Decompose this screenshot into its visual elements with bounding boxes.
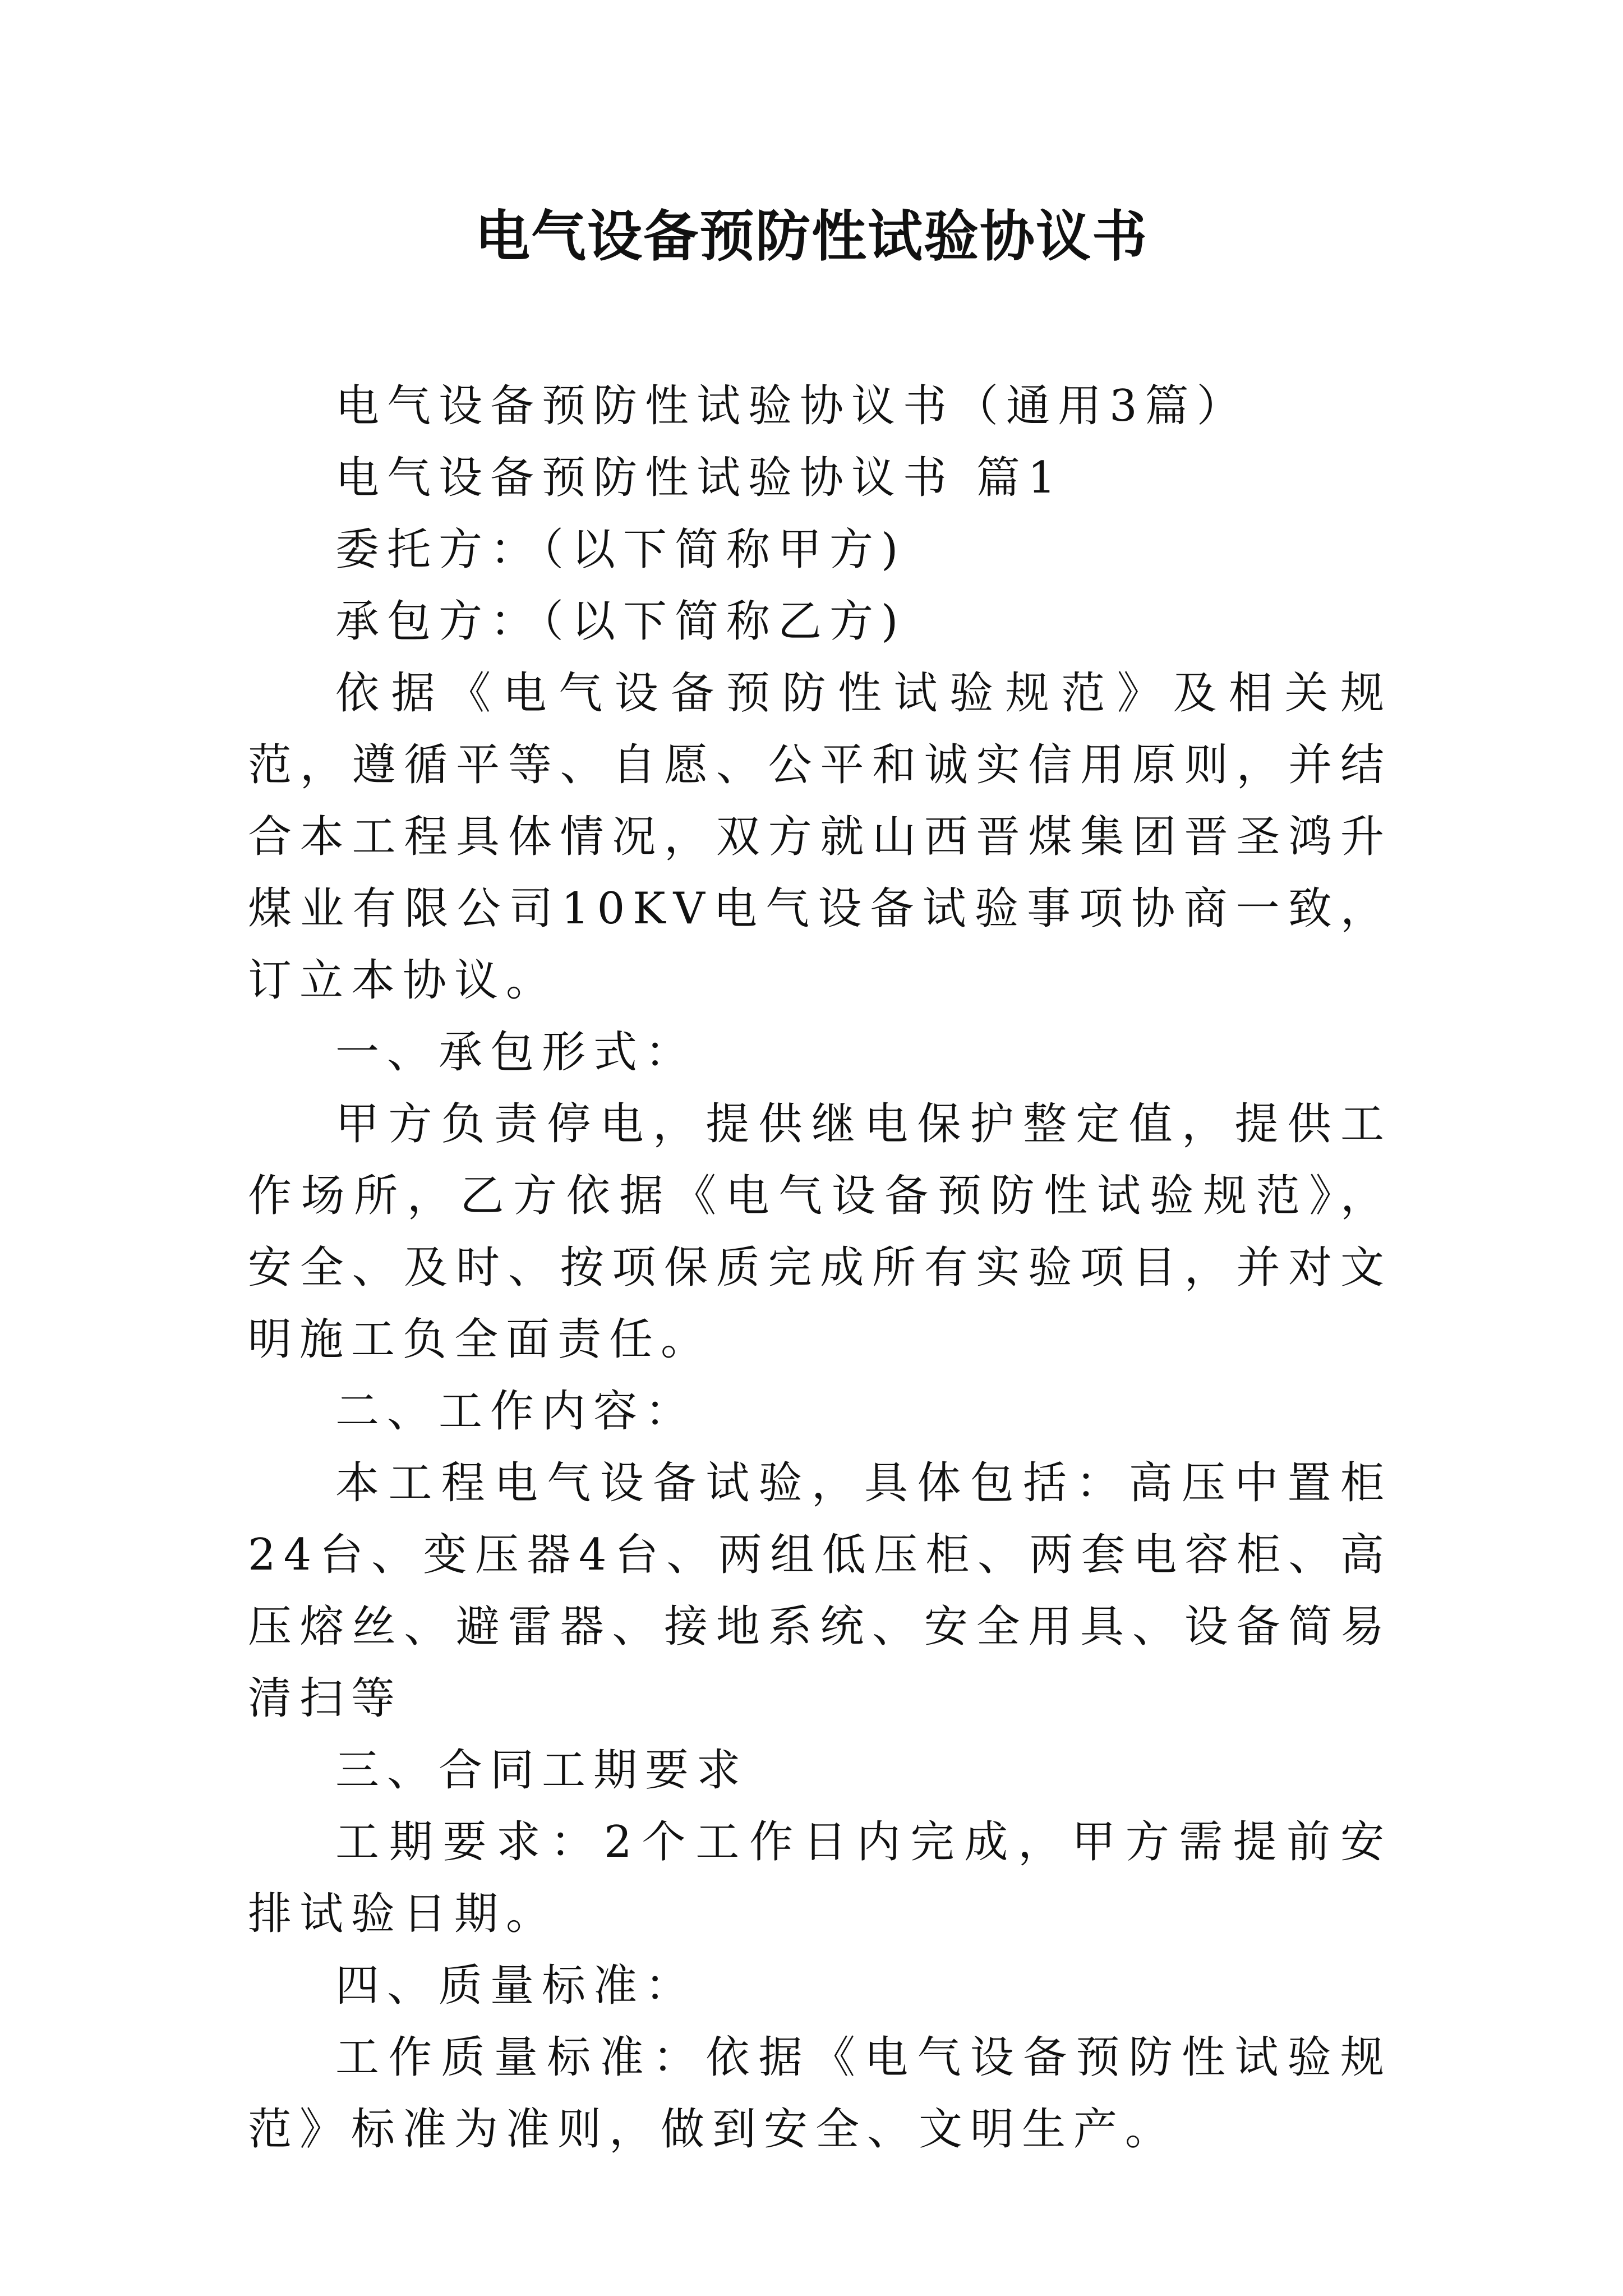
heading-contract-form: 一、承包形式：	[335, 1027, 697, 1078]
document-body	[248, 370, 1392, 2165]
document-title: 电气设备预防性试验协议书	[474, 204, 1148, 269]
contract-form-paragraph: 甲方负责停电，提供继电保护整定值，提供工作场所，乙方依据《电气设备预防性试验规范》，安全、及时、按项保质完成所有实验项目，并对文明施工负全面责任。	[248, 1099, 1392, 1365]
subtitle-paragraph: 电气设备预防性试验协议书（通用3篇）	[335, 381, 1248, 431]
preamble-paragraph: 依据《电气设备预防性试验规范》及相关规范，遵循平等、自愿、公平和诚实信用原则，并结合本工程具体情况，双方就山西晋煤集团晋圣鸿升煤业有限公司10KV电气设备试验事项协商一致，订立本协议。	[248, 668, 1392, 1006]
contractor-line: 承包方：（以下简称乙方)	[335, 596, 906, 647]
heading-quality: 四、质量标准：	[335, 1961, 697, 2011]
heading-schedule: 三、合同工期要求	[335, 1745, 749, 1796]
work-content-paragraph: 本工程电气设备试验，具体包括：高压中置柜24台、变压器4台、两组低压柜、两套电容柜、高压熔丝、避雷器、接地系统、安全用具、设备简易清扫等	[248, 1458, 1392, 1724]
heading-work-content: 二、工作内容：	[335, 1386, 697, 1437]
schedule-paragraph: 工期要求：2个工作日内完成，甲方需提前安排试验日期。	[248, 1817, 1392, 1939]
section-heading-part1: 电气设备预防性试验协议书 篇1	[335, 453, 1064, 503]
quality-paragraph: 工作质量标准：依据《电气设备预防性试验规范》标准为准则，做到安全、文明生产。	[248, 2032, 1392, 2155]
client-line: 委托方：（以下简称甲方)	[335, 524, 906, 575]
